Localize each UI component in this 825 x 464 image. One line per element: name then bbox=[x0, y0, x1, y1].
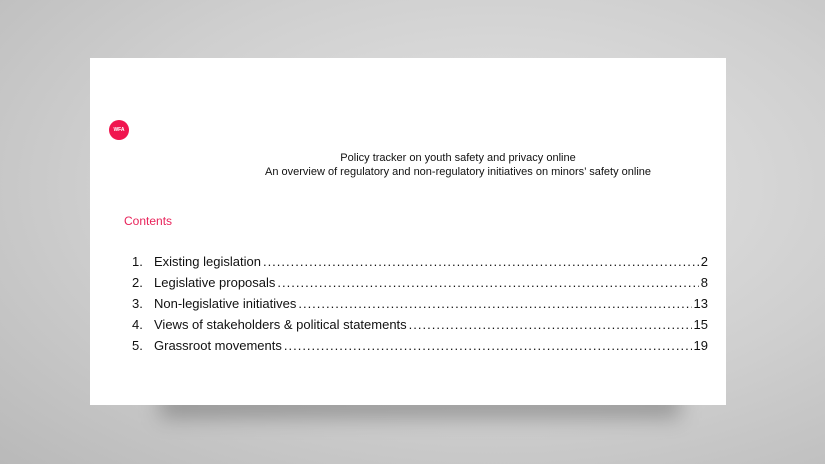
toc-page: 13 bbox=[693, 296, 708, 311]
document-title: Policy tracker on youth safety and privacy online bbox=[340, 152, 576, 164]
toc-page: 2 bbox=[700, 254, 708, 269]
toc-leader bbox=[277, 275, 698, 290]
toc-number: 5. bbox=[132, 338, 143, 353]
toc-label: Legislative proposals bbox=[154, 275, 276, 290]
logo-text: WFA bbox=[113, 127, 125, 133]
toc-label: Non-legislative initiatives bbox=[154, 296, 297, 311]
toc-leader bbox=[284, 338, 692, 353]
table-of-contents bbox=[132, 254, 708, 359]
toc-label: Views of stakeholders & political statements bbox=[154, 317, 407, 332]
toc-entry[interactable] bbox=[132, 317, 708, 338]
toc-entry[interactable] bbox=[132, 296, 708, 317]
toc-entry[interactable] bbox=[132, 338, 708, 359]
toc-number: 1. bbox=[132, 254, 143, 269]
contents-heading: Contents bbox=[124, 214, 173, 228]
wfa-logo bbox=[109, 120, 129, 140]
document-page bbox=[90, 58, 726, 405]
toc-number: 3. bbox=[132, 296, 143, 311]
toc-page: 19 bbox=[693, 338, 708, 353]
toc-entry[interactable] bbox=[132, 275, 708, 296]
document-subtitle: An overview of regulatory and non-regulatory initiatives on minors’ safety online bbox=[264, 166, 651, 178]
toc-label: Grassroot movements bbox=[154, 338, 282, 353]
toc-entry[interactable] bbox=[132, 254, 708, 275]
toc-label: Existing legislation bbox=[154, 254, 261, 269]
toc-page: 8 bbox=[700, 275, 708, 290]
toc-leader bbox=[298, 296, 691, 311]
toc-leader bbox=[263, 254, 699, 269]
toc-page: 15 bbox=[693, 317, 708, 332]
toc-leader bbox=[409, 317, 692, 332]
toc-number: 4. bbox=[132, 317, 143, 332]
toc-number: 2. bbox=[132, 275, 143, 290]
